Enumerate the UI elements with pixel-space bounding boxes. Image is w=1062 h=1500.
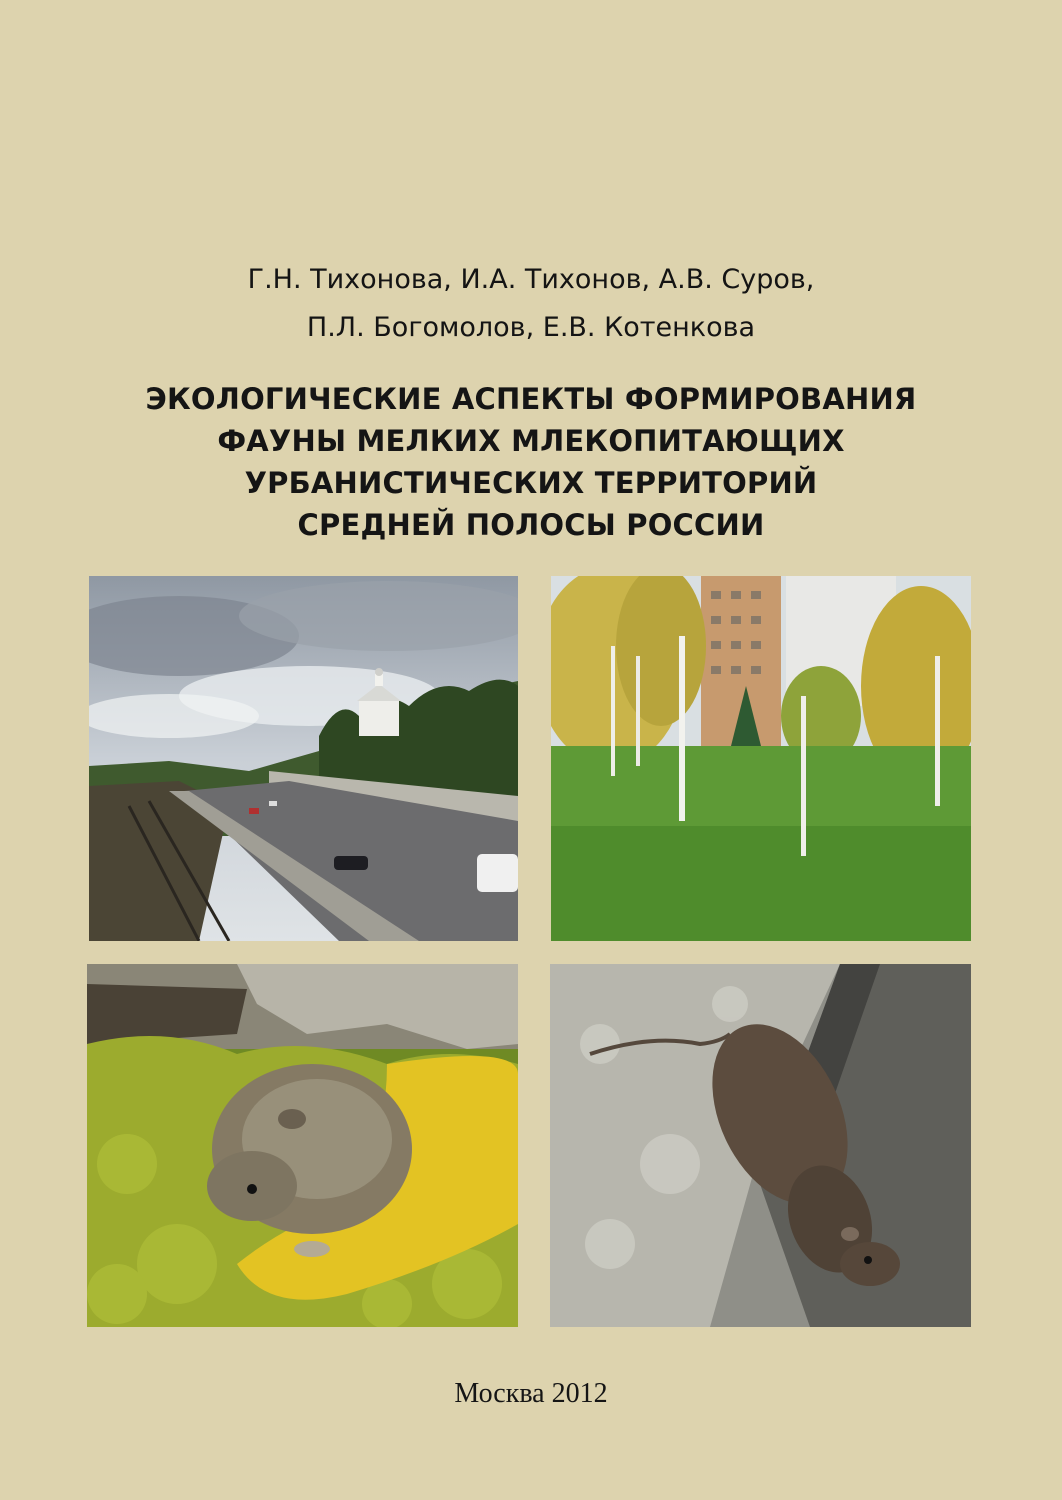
photo-vole (87, 964, 518, 1327)
photo-urban-road (89, 576, 518, 941)
authors (0, 256, 1062, 352)
book-title (0, 378, 1062, 546)
title-line-4: СРЕДНЕЙ ПОЛОСЫ РОССИИ (297, 508, 765, 542)
authors-line-1: Г.Н. Тихонова, И.А. Тихонов, А.В. Суров, (247, 264, 815, 295)
authors-line-2: П.Л. Богомолов, Е.В. Котенкова (306, 312, 756, 343)
title-line-3: УРБАНИСТИЧЕСКИХ ТЕРРИТОРИЙ (244, 466, 818, 500)
photo-rat (550, 964, 971, 1327)
photo-birch-park (551, 576, 971, 941)
imprint: Москва 2012 (454, 1378, 608, 1409)
title-line-1: ЭКОЛОГИЧЕСКИЕ АСПЕКТЫ ФОРМИРОВАНИЯ (145, 382, 917, 416)
title-line-2: ФАУНЫ МЕЛКИХ МЛЕКОПИТАЮЩИХ (217, 424, 845, 458)
